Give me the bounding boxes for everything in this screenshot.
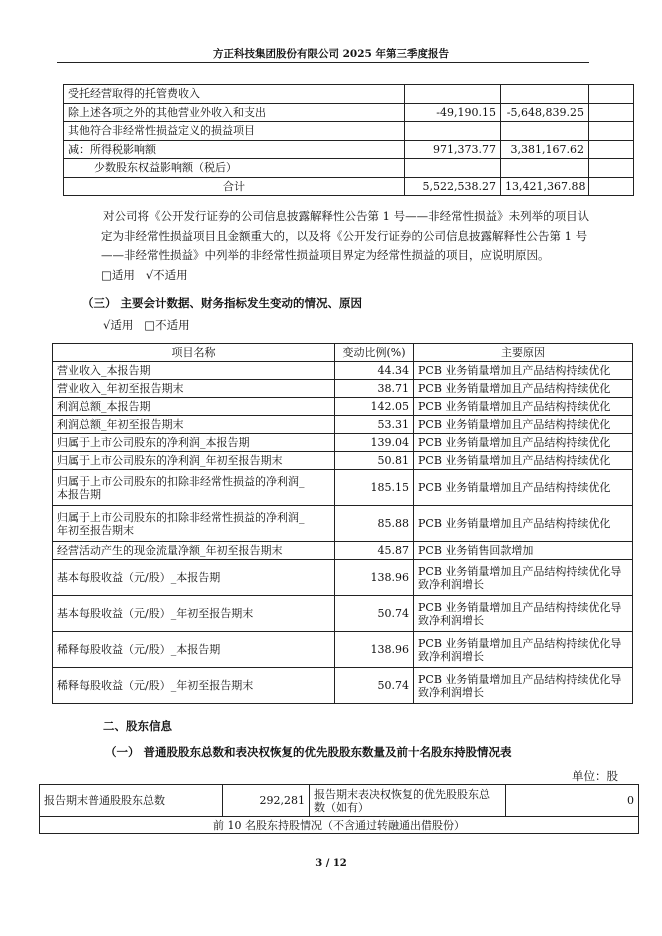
note-cell <box>589 85 634 104</box>
change-ratio: 45.87 <box>335 542 414 560</box>
reason-line: PCB 业务销量增加且产品结构持续优化导 <box>418 600 622 614</box>
main-reason <box>414 434 633 452</box>
table-row <box>53 596 633 632</box>
page-number: 3 / 12 <box>315 858 347 869</box>
item-name <box>53 470 335 506</box>
section3-title: （三） 主要会计数据、财务指标发生变动的情况、原因 <box>82 296 363 310</box>
reason-line: PCB 业务销量增加且产品结构持续优化导 <box>418 672 622 686</box>
item-line: 利润总额_本报告期 <box>57 400 151 413</box>
reason-line: 致净利润增长 <box>418 613 484 627</box>
table-row <box>53 560 633 596</box>
item-label: 少数股东权益影响额（税后） <box>64 159 405 178</box>
table-row <box>53 506 633 542</box>
reason-line: 致净利润增长 <box>418 685 484 699</box>
item-name <box>53 632 335 668</box>
table-row <box>64 85 634 104</box>
reason-line: PCB 业务销量增加且产品结构持续优化 <box>418 364 611 377</box>
page-header: 方正科技集团股份有限公司 2025 年第三季度报告 <box>212 48 450 60</box>
label-line: 报告期末表决权恢复的优先股股东总 <box>314 787 490 801</box>
item-label: 合计 <box>64 177 405 196</box>
change-ratio: 38.71 <box>335 380 414 398</box>
table-row <box>64 122 634 141</box>
change-ratio: 138.96 <box>335 560 414 596</box>
main-reason <box>414 560 633 596</box>
item-name <box>53 380 335 398</box>
table-row <box>53 668 633 704</box>
nonrecurring-note <box>103 207 613 285</box>
main-reason <box>414 380 633 398</box>
reason-line: PCB 业务销量增加且产品结构持续优化 <box>418 481 611 494</box>
shareholder-count-table <box>39 784 639 834</box>
change-ratio: 50.74 <box>335 668 414 704</box>
reason-line: PCB 业务销量增加且产品结构持续优化 <box>418 400 611 413</box>
ytd-value <box>501 85 589 104</box>
main-reason <box>414 398 633 416</box>
reason-line: PCB 业务销售回款增加 <box>418 544 534 557</box>
change-ratio: 139.04 <box>335 434 414 452</box>
change-ratio: 185.15 <box>335 470 414 506</box>
reason-line: PCB 业务销量增加且产品结构持续优化 <box>418 418 611 431</box>
item-name <box>53 416 335 434</box>
change-ratio: 53.31 <box>335 416 414 434</box>
nonrecurring-table <box>63 84 634 196</box>
item-name <box>53 668 335 704</box>
note-line: 定为非经常性损益项目且金额重大的，以及将《公开发行证券的公司信息披露解释性公告第 1 号 <box>101 228 588 243</box>
applicability <box>101 266 613 286</box>
not-applicable-option: √不适用 <box>145 267 188 282</box>
table-row <box>64 159 634 178</box>
note-line: ——非经常性损益》中列举的非经常性损益项目界定为经常性损益的项目，应说明原因。 <box>101 248 550 262</box>
item-label: 其他符合非经常性损益定义的损益项目 <box>64 122 405 141</box>
main-reason <box>414 416 633 434</box>
change-ratio: 44.34 <box>335 362 414 380</box>
table-row <box>53 398 633 416</box>
table-row <box>53 380 633 398</box>
current-period-value: -49,190.15 <box>405 103 501 122</box>
current-period-value <box>405 85 501 104</box>
item-name <box>53 560 335 596</box>
item-line: 基本每股收益（元/股）_本报告期 <box>57 571 221 584</box>
item-name <box>53 398 335 416</box>
main-reason <box>414 506 633 542</box>
change-reasons-table <box>52 343 633 704</box>
change-ratio: 50.74 <box>335 596 414 632</box>
item-label: 减：所得税影响额 <box>64 140 405 159</box>
ytd-value <box>501 122 589 141</box>
reason-line: PCB 业务销量增加且产品结构持续优化导 <box>418 564 622 578</box>
item-name <box>53 542 335 560</box>
table-row <box>53 470 633 506</box>
current-period-value <box>405 159 501 178</box>
reason-line: PCB 业务销量增加且产品结构持续优化 <box>418 382 611 395</box>
note-line: 对公司将《公开发行证券的公司信息披露解释性公告第 1 号——非经常性损益》未列举的项目认 <box>103 209 590 223</box>
applicable-option: √适用 <box>103 318 134 332</box>
change-ratio: 142.05 <box>335 398 414 416</box>
item-line: 利润总额_年初至报告期末 <box>57 418 184 431</box>
unit-label: 单位：股 <box>572 769 618 783</box>
column-header: 项目名称 <box>53 344 335 362</box>
main-reason <box>414 542 633 560</box>
column-header: 变动比例(%) <box>335 344 414 362</box>
current-period-value: 971,373.77 <box>405 140 501 159</box>
item-line: 经营活动产生的现金流量净额_年初至报告期末 <box>57 544 283 557</box>
item-name <box>53 434 335 452</box>
top10-caption: 前 10 名股东持股情况（不含通过转融通出借股份） <box>40 817 639 834</box>
table-row <box>64 177 634 196</box>
item-label: 受托经营取得的托管费收入 <box>64 85 405 104</box>
item-line: 营业收入_本报告期 <box>57 364 151 377</box>
item-line: 稀释每股收益（元/股）_年初至报告期末 <box>57 679 254 692</box>
reason-line: 致净利润增长 <box>418 649 484 663</box>
main-reason <box>414 632 633 668</box>
note-cell <box>589 140 634 159</box>
column-header: 主要原因 <box>414 344 633 362</box>
note-cell <box>589 122 634 141</box>
label-line: 数（如有） <box>314 800 369 814</box>
ytd-value: 3,381,167.62 <box>501 140 589 159</box>
table-row <box>53 416 633 434</box>
reason-line: PCB 业务销量增加且产品结构持续优化导 <box>418 636 622 650</box>
main-reason <box>414 362 633 380</box>
preferred-shareholders-value: 0 <box>506 785 639 817</box>
total-shareholders-label: 报告期末普通股股东总数 <box>40 785 223 817</box>
reason-line: PCB 业务销量增加且产品结构持续优化 <box>418 454 611 467</box>
table-row <box>64 140 634 159</box>
current-period-value: 5,522,538.27 <box>405 177 501 196</box>
preferred-shareholders-label <box>310 785 506 817</box>
main-reason <box>414 596 633 632</box>
item-name <box>53 596 335 632</box>
change-ratio: 50.81 <box>335 452 414 470</box>
note-cell <box>589 103 634 122</box>
table-row <box>53 452 633 470</box>
item-line: 基本每股收益（元/股）_年初至报告期末 <box>57 607 254 620</box>
reason-line: PCB 业务销量增加且产品结构持续优化 <box>418 517 611 530</box>
main-reason <box>414 452 633 470</box>
ytd-value: 13,421,367.88 <box>501 177 589 196</box>
header-rule <box>57 62 589 63</box>
ytd-value: -5,648,839.25 <box>501 103 589 122</box>
main-reason <box>414 470 633 506</box>
item-line: 营业收入_年初至报告期末 <box>57 382 184 395</box>
change-ratio: 85.88 <box>335 506 414 542</box>
item-name <box>53 506 335 542</box>
table-row <box>53 362 633 380</box>
item-line: 归属于上市公司股东的扣除非经常性损益的净利润_ <box>57 474 305 488</box>
item-line: 归属于上市公司股东的净利润_年初至报告期末 <box>57 454 283 467</box>
reason-line: PCB 业务销量增加且产品结构持续优化 <box>418 436 611 449</box>
item-name <box>53 362 335 380</box>
ytd-value <box>501 159 589 178</box>
shareholders-subtitle: （一） 普通股股东总数和表决权恢复的优先股股东数量及前十名股东持股情况表 <box>105 745 512 759</box>
table-row <box>53 632 633 668</box>
table-row <box>53 434 633 452</box>
change-ratio: 138.96 <box>335 632 414 668</box>
item-label: 除上述各项之外的其他营业外收入和支出 <box>64 103 405 122</box>
not-applicable-option: □不适用 <box>144 318 190 332</box>
table-row <box>64 103 634 122</box>
total-shareholders-value: 292,281 <box>223 785 310 817</box>
item-line: 归属于上市公司股东的扣除非经常性损益的净利润_ <box>57 510 305 524</box>
reason-line: 致净利润增长 <box>418 577 484 591</box>
note-cell <box>589 159 634 178</box>
note-cell <box>589 177 634 196</box>
item-line: 稀释每股收益（元/股）_本报告期 <box>57 643 221 656</box>
item-line: 归属于上市公司股东的净利润_本报告期 <box>57 436 250 449</box>
section3-applicability <box>103 317 190 333</box>
main-reason <box>414 668 633 704</box>
item-name <box>53 452 335 470</box>
applicable-option: □适用 <box>101 267 135 282</box>
shareholders-section-title: 二、股东信息 <box>103 719 172 733</box>
item-line: 年初至报告期末 <box>57 523 134 537</box>
current-period-value <box>405 122 501 141</box>
table-row <box>53 542 633 560</box>
item-line: 本报告期 <box>57 487 101 501</box>
